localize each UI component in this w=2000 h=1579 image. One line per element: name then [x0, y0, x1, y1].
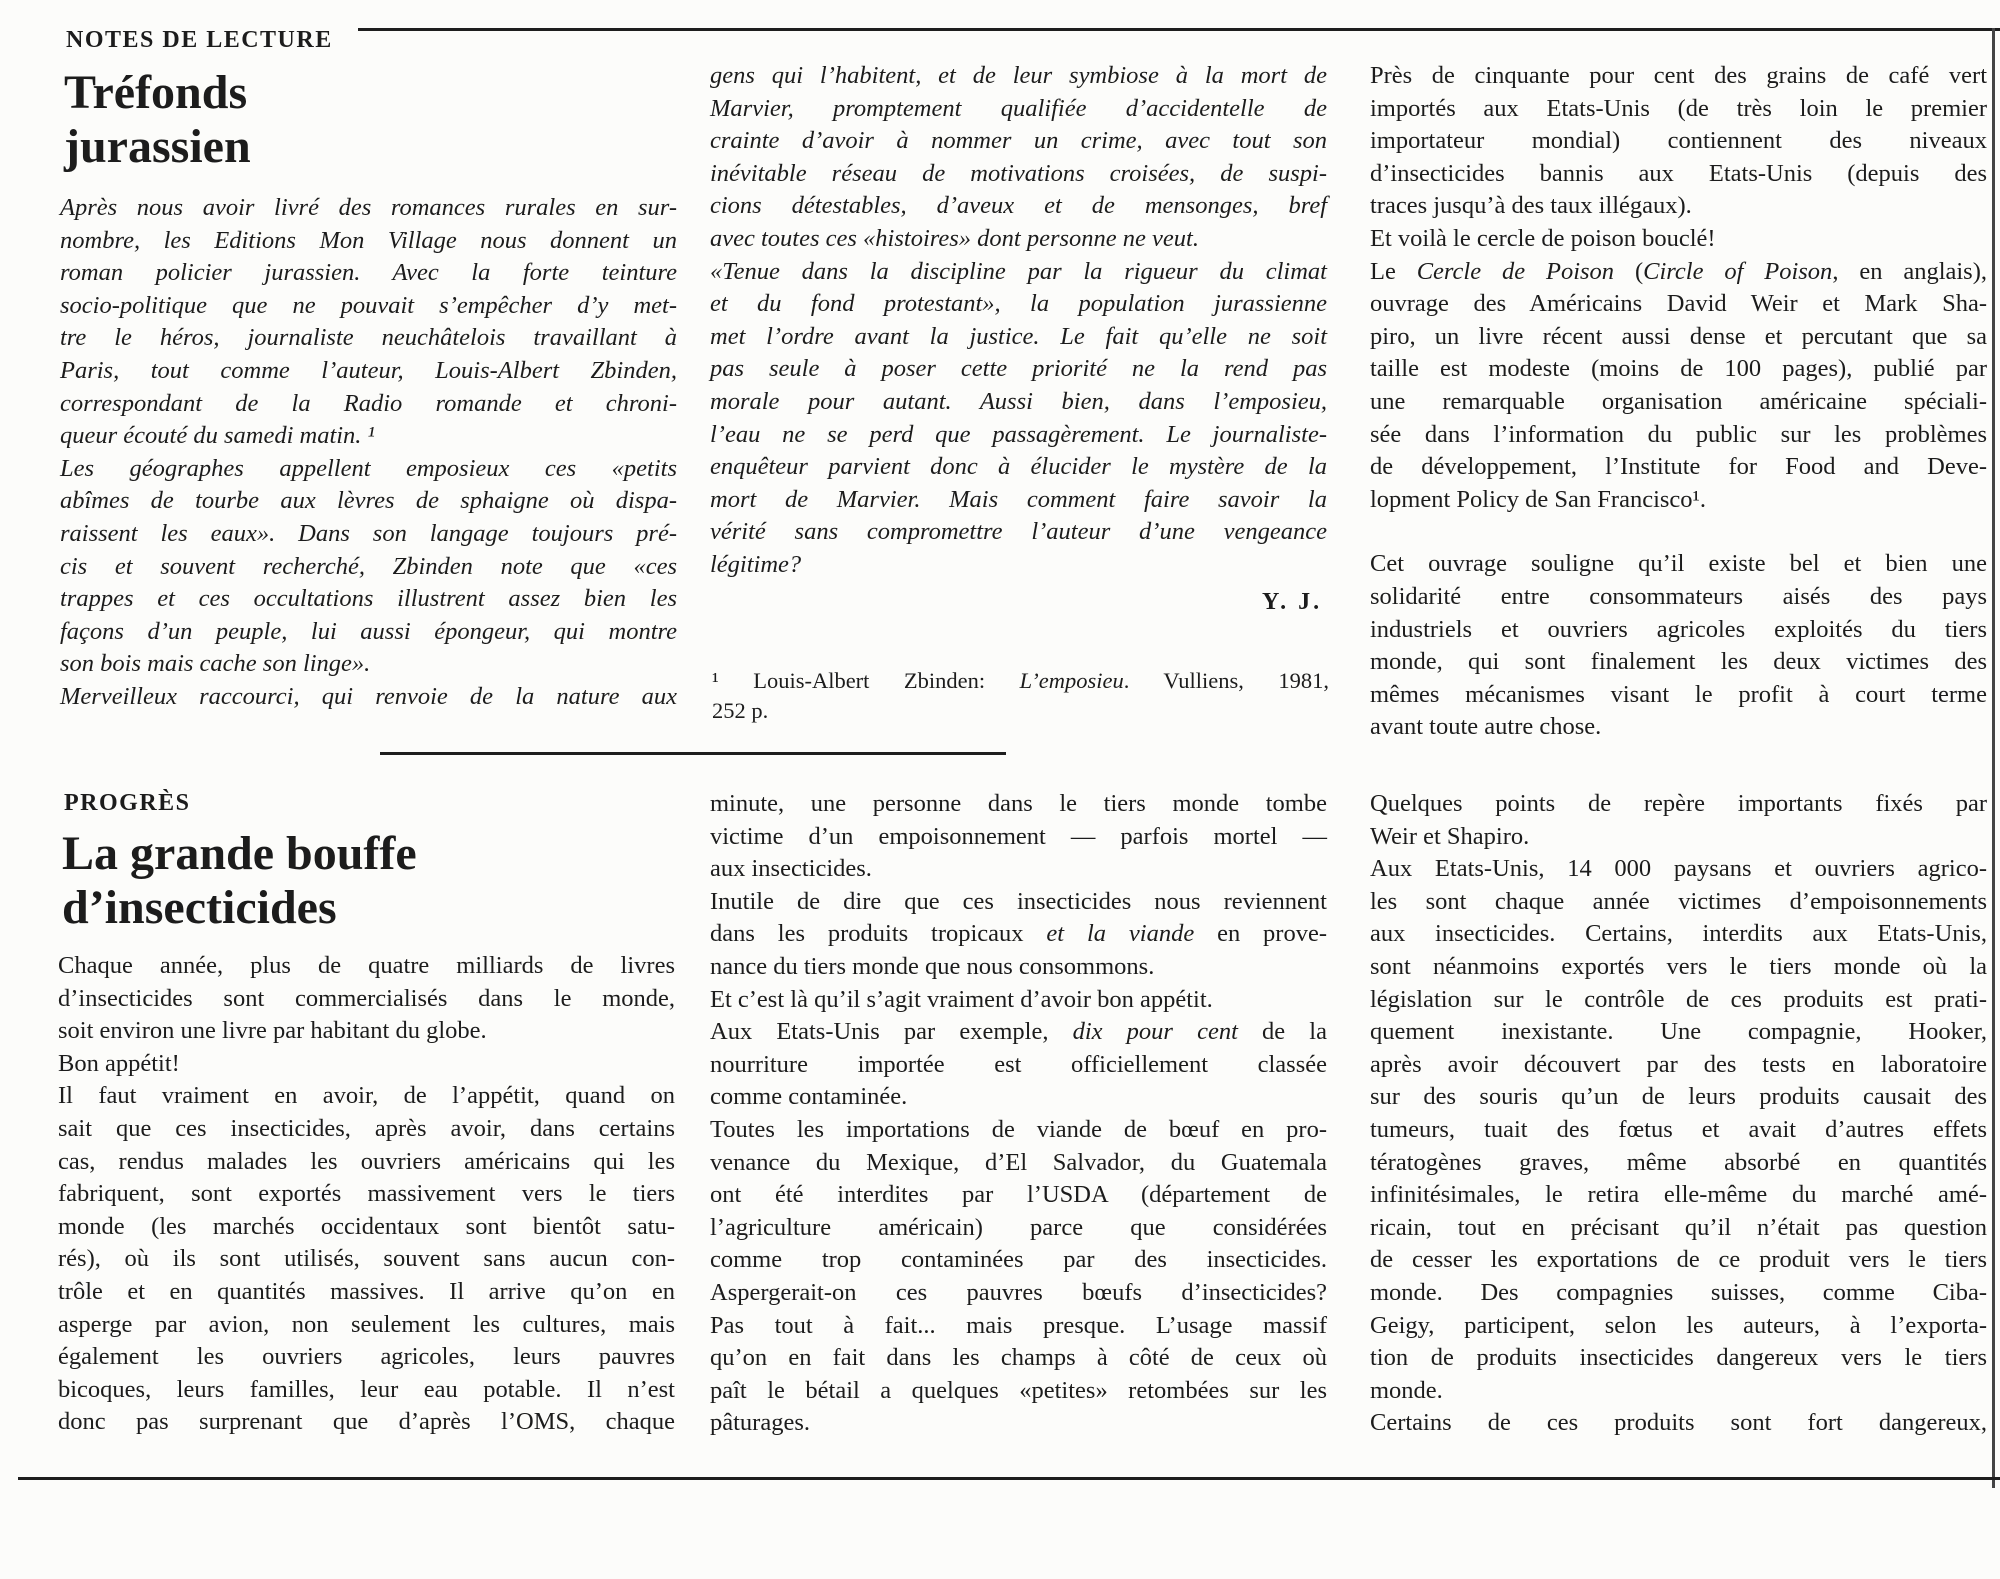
- footnote-book-title: L’emposieu: [1019, 668, 1124, 693]
- paragraph-line: abîmes de tourbe aux lèvres de sphaigne où dispa-: [60, 487, 677, 515]
- paragraph-line: Il faut vraiment en avoir, de l’appétit, quand on: [58, 1082, 675, 1110]
- paragraph-line: Près de cinquante pour cent des grains de café vert: [1370, 62, 1987, 89]
- paragraph-line: et du fond protestant», la population jurassienne: [710, 290, 1327, 318]
- paragraph-line: aux insecticides.: [710, 855, 872, 883]
- paragraph-line: sont néanmoins exportés vers le tiers monde où la: [1370, 952, 1987, 980]
- article1-column2: [710, 60, 1327, 582]
- paragraph-line: après avoir découvert par des tests en laboratoire: [1370, 1050, 1987, 1078]
- paragraph-line: victime d’un empoisonnement — parfois mortel —: [710, 822, 1327, 850]
- paragraph-line: monde, qui sont finalement les deux victimes des: [1370, 648, 1987, 676]
- paragraph-line: monde (les marchés occidentaux sont bientôt satu-: [58, 1212, 675, 1240]
- paragraph-line: roman policier jurassien. Avec la forte teinture: [60, 259, 677, 287]
- paragraph-line: sée dans l’information du public sur les problèmes: [1370, 420, 1987, 448]
- paragraph-line: quement inexistante. Une compagnie, Hooker,: [1370, 1018, 1987, 1046]
- section-divider-rule: [380, 752, 1006, 755]
- paragraph-line: fabriquent, sont exportés massivement vers le tiers: [58, 1180, 675, 1208]
- paragraph-line: venance du Mexique, d’El Salvador, du Guatemala: [710, 1148, 1327, 1176]
- paragraph-line: queur écouté du samedi matin. ¹: [60, 422, 375, 450]
- footnote-text: . Vulliens, 1981,: [1123, 668, 1329, 693]
- paragraph-line: met l’ordre avant la justice. Le fait qu’elle ne soit: [710, 322, 1327, 350]
- article2-title-line2: d’insecticides: [62, 881, 337, 934]
- paragraph-line: ouvrage des Américains David Weir et Mark Sha-: [1370, 290, 1987, 318]
- footnote-text: ¹ Louis-Albert Zbinden:: [712, 668, 1020, 693]
- paragraph-line: nombre, les Editions Mon Village nous donnent un: [60, 226, 677, 254]
- paragraph-line: cas, rendus malades les ouvriers américains qui les: [58, 1147, 675, 1175]
- paragraph-line: de développement, l’Institute for Food and Deve-: [1370, 453, 1987, 481]
- article2-column1: [58, 950, 675, 1439]
- paragraph-line: raissent les eaux». Dans son langage toujours pré-: [60, 519, 677, 547]
- article1-signature: Y. J.: [1262, 589, 1323, 615]
- paragraph-line: tre le héros, journaliste neuchâtelois travaillant à: [60, 324, 677, 352]
- article1-column1: [60, 192, 677, 714]
- paragraph-line: tion de produits insecticides dangereux vers le tiers: [1370, 1344, 1987, 1372]
- paragraph-line: Geigy, participent, selon les auteurs, à l’exporta-: [1370, 1311, 1987, 1339]
- article1-title: [64, 66, 251, 174]
- paragraph-line: Marvier, promptement qualifiée d’accidentelle de: [710, 94, 1327, 122]
- paragraph-line: Et voilà le cercle de poison bouclé!: [1370, 224, 1716, 252]
- paragraph-line: rés), où ils sont utilisés, souvent sans aucun con-: [58, 1245, 675, 1273]
- article2-kicker: PROGRÈS: [64, 790, 191, 816]
- paragraph-line: cions détestables, d’aveux et de mensonges, bref: [710, 192, 1327, 220]
- paragraph-line: lopment Policy de San Francisco¹.: [1370, 485, 1707, 513]
- article2-title-line1: La grande bouffe: [62, 827, 417, 880]
- paragraph-line: comme trop contaminées par des insecticides.: [710, 1246, 1327, 1274]
- paragraph-line: pâturages.: [710, 1409, 810, 1437]
- text-run: (: [1614, 257, 1644, 285]
- paragraph-line: piro, un livre récent aussi dense et percutant que sa: [1370, 322, 1987, 350]
- paragraph-line: socio-politique que ne pouvait s’empêcher d’y met-: [60, 291, 677, 319]
- paragraph-line: Quelques points de repère importants fixés par: [1370, 790, 1987, 817]
- paragraph-line: législation sur le contrôle de ces produits est prati-: [1370, 985, 1987, 1013]
- paragraph-line: l’agriculture américain) parce que considérées: [710, 1213, 1327, 1241]
- paragraph-line: donc pas surprenant que d’après l’OMS, chaque: [58, 1408, 675, 1436]
- paragraph-line: inévitable réseau de motivations croisées, de suspi-: [710, 159, 1327, 187]
- paragraph-line: taille est modeste (moins de 100 pages), publié par: [1370, 355, 1987, 383]
- paragraph-line: Bon appétit!: [58, 1049, 180, 1077]
- emphasis-text: et la viande: [1046, 920, 1195, 948]
- article2-column3: [1370, 788, 1987, 1440]
- paragraph-line: Pas tout à fait... mais presque. L’usage massif: [710, 1311, 1327, 1339]
- paragraph-line: sur des souris qu’un de leurs produits causait des: [1370, 1083, 1987, 1111]
- paragraph-line: soit environ une livre par habitant du globe.: [58, 1017, 487, 1045]
- footnote-line: [712, 666, 1329, 696]
- paragraph-line: avec toutes ces «histoires» dont personne ne veut.: [710, 224, 1199, 252]
- paragraph-line: comme contaminée.: [710, 1083, 908, 1111]
- article1-title-line2: jurassien: [64, 120, 251, 173]
- text-run: Aux Etats-Unis par exemple,: [710, 1018, 1073, 1046]
- paragraph-line: tumeurs, tuait des fœtus et avait d’autres effets: [1370, 1115, 1987, 1143]
- book-title: Cercle de Poison: [1416, 257, 1615, 285]
- paragraph-line: les sont chaque année victimes d’empoisonnements: [1370, 887, 1987, 915]
- paragraph-line: infinitésimales, le retira elle-même du marché amé-: [1370, 1181, 1987, 1209]
- paragraph-line: qu’on en fait dans les champs à côté de ceux où: [710, 1344, 1327, 1372]
- paragraph-line: «Tenue dans la discipline par la rigueur du climat: [710, 257, 1327, 285]
- paragraph-line: Weir et Shapiro.: [1370, 822, 1530, 850]
- paragraph-line: Merveilleux raccourci, qui renvoie de la nature aux: [60, 682, 677, 710]
- right-edge-rule: [1992, 28, 1995, 1488]
- paragraph-line: correspondant de la Radio romande et chroni-: [60, 389, 677, 417]
- paragraph-line: Aux Etats-Unis, 14 000 paysans et ouvriers agrico-: [1370, 855, 1987, 883]
- article2-title: [62, 827, 417, 935]
- paragraph-line: Aspergerait-on ces pauvres bœufs d’insecticides?: [710, 1278, 1327, 1306]
- article1-title-line1: Tréfonds: [64, 66, 248, 119]
- paragraph-line: traces jusqu’à des taux illégaux).: [1370, 192, 1692, 220]
- paragraph-line: mêmes mécanismes visant le profit à court terme: [1370, 680, 1987, 708]
- paragraph-line: pas seule à poser cette priorité ne la rend pas: [710, 355, 1327, 383]
- paragraph-line: asperge par avion, non seulement les cultures, mais: [58, 1310, 675, 1338]
- paragraph-line: Inutile de dire que ces insecticides nous reviennent: [710, 887, 1327, 915]
- paragraph-line: d’insecticides sont commercialisés dans le monde,: [58, 984, 675, 1012]
- paragraph-line: gens qui l’habitent, et de leur symbiose à la mort de: [710, 62, 1327, 89]
- paragraph-line: avant toute autre chose.: [1370, 713, 1602, 741]
- paragraph-line: cis et souvent recherché, Zbinden note que «ces: [60, 552, 677, 580]
- article2-column2: [710, 788, 1327, 1440]
- paragraph-line: légitime?: [710, 550, 802, 578]
- paragraph-line: importateur mondial) contiennent des niveaux: [1370, 127, 1987, 155]
- paragraph-line: bicoques, leurs familles, leur eau potable. Il n’est: [58, 1375, 675, 1403]
- text-run: dans les produits tropicaux: [710, 920, 1047, 948]
- paragraph-line: monde. Des compagnies suisses, comme Ciba-: [1370, 1278, 1987, 1306]
- paragraph-line: industriels et ouvriers agricoles exploités du tiers: [1370, 615, 1987, 643]
- paragraph-line: crainte d’avoir à nommer un crime, avec tout son: [710, 127, 1327, 155]
- paragraph-line: façons d’un peuple, lui aussi épongeur, qui montre: [60, 617, 677, 645]
- paragraph-line: solidarité entre consommateurs aisés des pays: [1370, 582, 1987, 610]
- paragraph-line: Après nous avoir livré des romances rurales en sur-: [60, 194, 677, 221]
- article1-footnote: [712, 666, 1329, 726]
- book-title-english: Circle of Poison: [1643, 257, 1833, 285]
- text-run: Le: [1370, 257, 1417, 285]
- paragraph-line: vérité sans compromettre l’auteur d’une vengeance: [710, 518, 1327, 546]
- text-run: de la: [1237, 1018, 1327, 1046]
- top-rule: [358, 28, 2000, 31]
- paragraph-line: enquêteur parvient donc à élucider le mystère de la: [710, 453, 1327, 481]
- paragraph-line: trappes et ces occultations illustrent assez bien les: [60, 585, 677, 613]
- text-run: en prove-: [1194, 920, 1327, 948]
- text-run: , en anglais),: [1832, 257, 1987, 285]
- paragraph-line: importés aux Etats-Unis (de très loin le premier: [1370, 94, 1987, 122]
- paragraph-line: [710, 1016, 1327, 1049]
- article1-kicker: NOTES DE LECTURE: [66, 27, 333, 53]
- bottom-rule: [18, 1477, 2000, 1480]
- paragraph-line: l’eau ne se perd que passagèrement. Le journaliste-: [710, 420, 1327, 448]
- paragraph-line: sait que ces insecticides, après avoir, dans certains: [58, 1114, 675, 1142]
- paragraph-line: nance du tiers monde que nous consommons.: [710, 952, 1155, 980]
- paragraph-line: paît le bétail a quelques «petites» retombées sur les: [710, 1376, 1327, 1404]
- paragraph-line: une remarquable organisation américaine spéciali-: [1370, 387, 1987, 415]
- paragraph-line: d’insecticides bannis aux Etats-Unis (depuis des: [1370, 159, 1987, 187]
- paragraph-line: Certains de ces produits sont fort dangereux,: [1370, 1409, 1987, 1437]
- paragraph-line: mort de Marvier. Mais comment faire savoir la: [710, 485, 1327, 513]
- paragraph-line: morale pour autant. Aussi bien, dans l’emposieu,: [710, 387, 1327, 415]
- paragraph-line: Cet ouvrage souligne qu’il existe bel et bien une: [1370, 550, 1987, 578]
- paragraph-line: minute, une personne dans le tiers monde tombe: [710, 790, 1327, 817]
- paragraph-line: Les géographes appellent emposieux ces «petits: [60, 454, 677, 482]
- paragraph-line: ricain, tout en précisant qu’il n’était pas question: [1370, 1213, 1987, 1241]
- paragraph-line: ont été interdites par l’USDA (département de: [710, 1181, 1327, 1209]
- paragraph-spacer: [1370, 516, 1987, 548]
- article1-column3: [1370, 60, 1987, 744]
- footnote-line: 252 p.: [712, 698, 769, 723]
- paragraph-line: Paris, tout comme l’auteur, Louis-Albert Zbinden,: [60, 356, 677, 384]
- paragraph-line: [710, 918, 1327, 951]
- paragraph-line: nourriture importée est officiellement classée: [710, 1050, 1327, 1078]
- paragraph-line: aux insecticides. Certains, interdits aux Etats-Unis,: [1370, 920, 1987, 948]
- paragraph-line: tératogènes graves, même absorbé en quantités: [1370, 1148, 1987, 1176]
- paragraph-line: Chaque année, plus de quatre milliards de livres: [58, 952, 675, 979]
- paragraph-line: trôle et en quantités massives. Il arrive qu’on en: [58, 1277, 675, 1305]
- paragraph-line: également les ouvriers agricoles, leurs pauvres: [58, 1343, 675, 1371]
- paragraph-line: de cesser les exportations de ce produit vers le tiers: [1370, 1246, 1987, 1274]
- emphasis-text: dix pour cent: [1072, 1018, 1238, 1046]
- paragraph-line: Et c’est là qu’il s’agit vraiment d’avoir bon appétit.: [710, 985, 1213, 1013]
- paragraph-line: monde.: [1370, 1376, 1443, 1404]
- paragraph-line: [1370, 256, 1987, 289]
- paragraph-line: son bois mais cache son linge».: [60, 650, 371, 678]
- paragraph-line: Toutes les importations de viande de bœuf en pro-: [710, 1115, 1327, 1143]
